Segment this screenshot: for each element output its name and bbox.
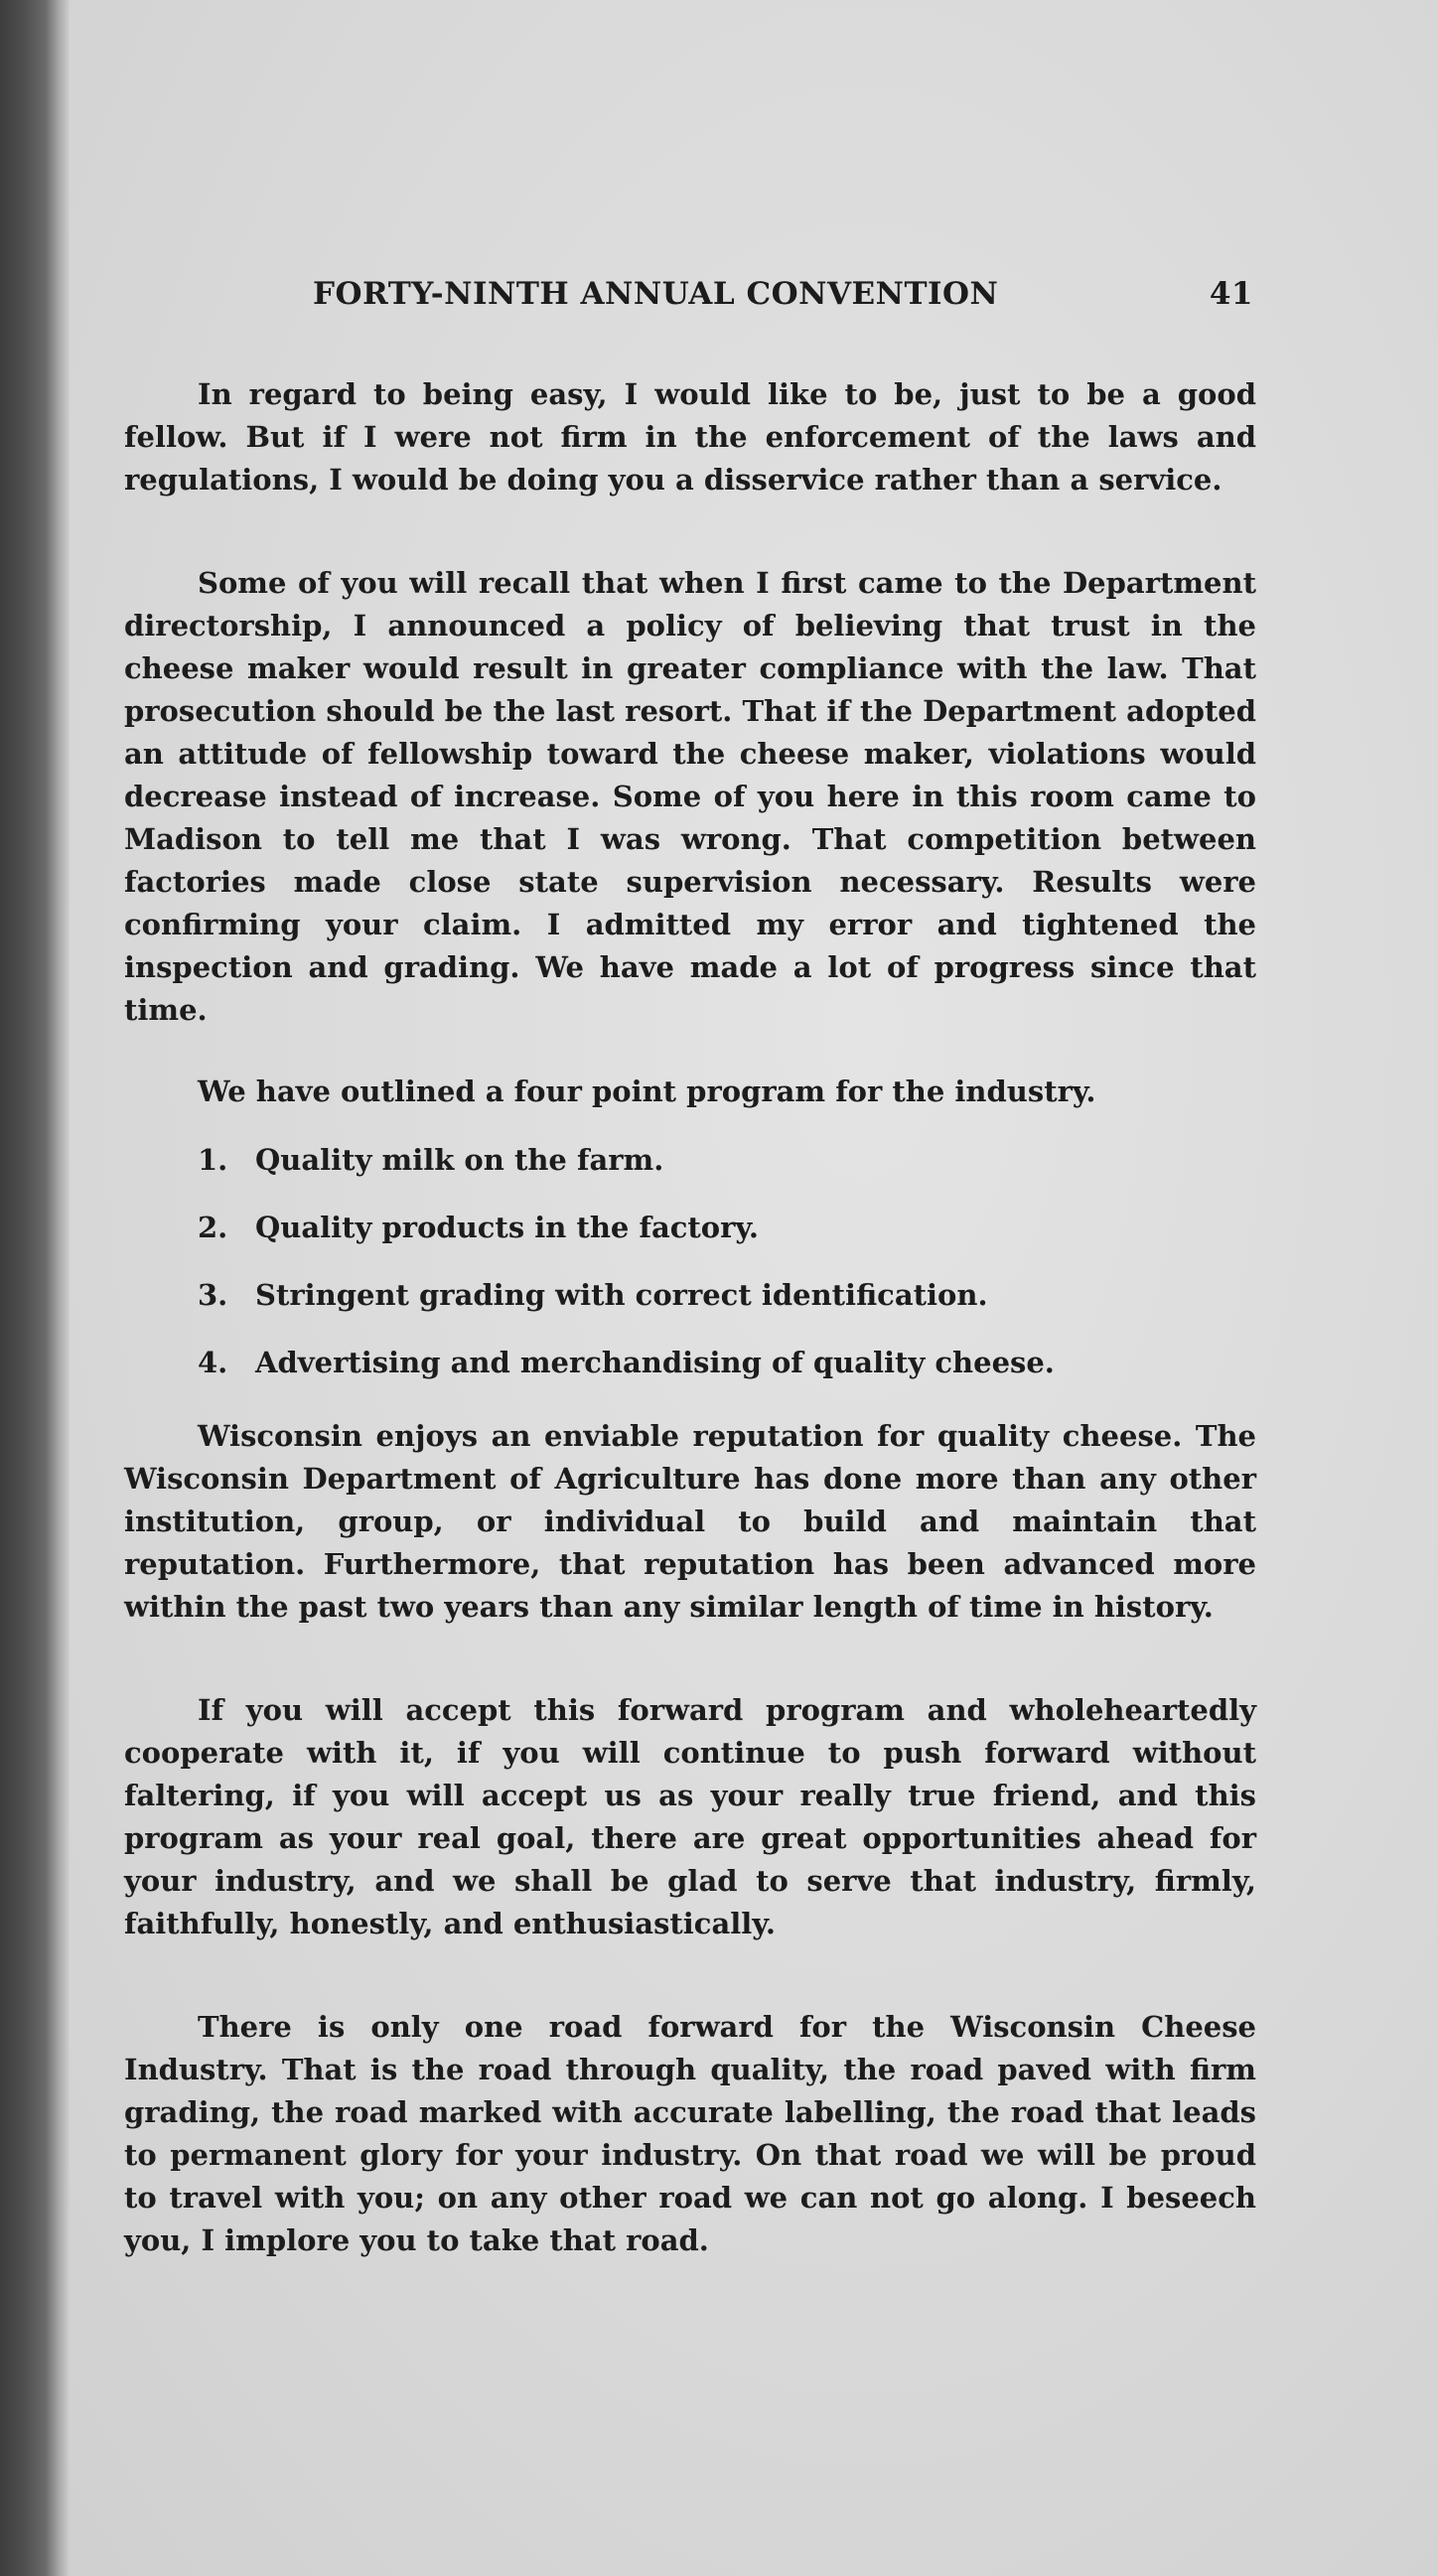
page-number: 41: [1209, 276, 1253, 312]
list-item-text: Advertising and merchandising of quality cheese.: [255, 1346, 1055, 1379]
paragraph-road-forward: There is only one road forward for the Wisconsin Cheese Industry. That is the road through quality, the road paved with firm grading, the road marked with accurate labelling, the road that leads to permanent glory for your industry. On that road we will be proud to travel with you; on any other road we can not go along. I beseech you, I implore you to take that road.: [124, 2010, 1256, 2257]
book-binding-edge: [0, 0, 70, 2576]
paragraph-program-intro: We have outlined a four point program for the industry.: [198, 1074, 1096, 1108]
list-item-number: 2.: [198, 1211, 228, 1244]
running-title: FORTY-NINTH ANNUAL CONVENTION: [313, 276, 999, 312]
paragraph-policy-history: Some of you will recall that when I first came to the Department directorship, I announced a policy of believing that trust in the cheese maker would result in greater compliance with the law. That prosecution should be the last resort. That if the Department adopted an attitude of fellowship toward the cheese maker, violations would decrease instead of increase. Some of you here in this room came to Madison to tell me that I was wrong. That competition between factories made close state supervision necessary. Results were confirming your claim. I admitted my error and tightened the inspection and grading. We have made a lot of progress since that time.: [124, 566, 1256, 1027]
list-item-text: Quality products in the factory.: [255, 1211, 760, 1244]
list-item-number: 4.: [198, 1346, 228, 1379]
paragraph-reputation: Wisconsin enjoys an enviable reputation for quality cheese. The Wisconsin Department of Agriculture has done more than any other institution, group, or individual to build and maintain that reputation. Furthermore, that reputation has been advanced more within the past two years than any similar length of time in history.: [124, 1419, 1256, 1624]
running-header: [124, 268, 1256, 328]
list-item: [124, 1342, 1256, 1384]
list-item: [124, 1207, 1256, 1249]
four-point-program-list: [124, 1139, 1256, 1384]
paragraph-being-easy: In regard to being easy, I would like to be, just to be a good fellow. But if I were not firm in the enforcement of the laws and regulations, I would be doing you a disservice rather than a service.: [124, 377, 1256, 497]
list-item-text: Quality milk on the farm.: [255, 1143, 664, 1177]
list-item-number: 1.: [198, 1143, 228, 1177]
list-item: [124, 1274, 1256, 1317]
list-item-text: Stringent grading with correct identification.: [255, 1278, 988, 1312]
document-page: [124, 268, 1256, 2262]
paragraph-cooperation: If you will accept this forward program and wholeheartedly cooperate with it, if you will continue to push forward without faltering, if you will accept us as your really true friend, and this program as your real goal, there are great opportunities ahead for your industry, and we shall be glad to serve that industry, firmly, faithfully, honestly, and enthusiastically.: [124, 1693, 1256, 1940]
list-item-number: 3.: [198, 1278, 228, 1312]
list-item: [124, 1139, 1256, 1182]
